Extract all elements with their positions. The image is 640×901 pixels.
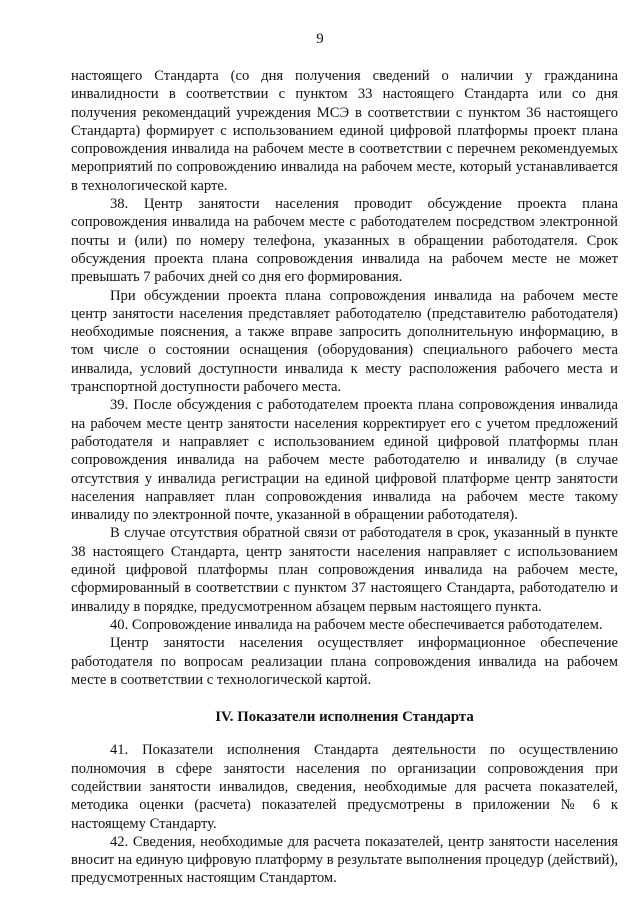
document-body: [71, 67, 618, 888]
paragraph-continuation: настоящего Стандарта (со дня получения сведений о наличии у гражданина инвалидности в соответствии с пунктом 33 настоящего Стандарта или со дня получения рекомендаций учреждения МСЭ в соответствии с пунктом 36 настоящего Стандарта) формирует с использованием единой цифровой платформы проект плана сопровождения инвалида на рабочем месте в соответствии с перечнем рекомендуемых мероприятий по сопровождению инвалида на рабочем месте, который устанавливается в технологической карте.: [71, 68, 618, 194]
paragraph-41: 41. Показатели исполнения Стандарта деятельности по осуществлению полномочия в сфере занятости населения по организации сопровождения при содействии занятости инвалидов, сведения, необходимые для расчета показателей, методика оценки (расчета) показателей предусмотрены в приложении № 6 к настоящему Стандарту.: [71, 742, 618, 832]
page-number: 9: [316, 31, 324, 47]
section-heading: IV. Показатели исполнения Стандарта: [215, 709, 474, 726]
paragraph-40-info-support: Центр занятости населения осуществляет информационное обеспечение работодателя по вопросам реализации плана сопровождения инвалида на рабочем месте в соответствии с технологической картой.: [71, 635, 618, 688]
paragraph-39: 39. После обсуждения с работодателем проекта плана сопровождения инвалида на рабочем месте центр занятости населения корректирует его с учетом предложений работодателя и направляет с использованием единой цифровой платформы план сопровождения инвалида на рабочем месте работодателю и инвалиду (в случае отсутствия у инвалида регистрации на единой цифровой платформе центр занятости населения направляет план сопровождения инвалида на рабочем месте такому инвалиду по электронной почте, указанной в обращении работодателя).: [71, 397, 618, 524]
paragraph-38: 38. Центр занятости населения проводит обсуждение проекта плана сопровождения инвалида на рабочем месте с работодателем посредством электронной почты и (или) по номеру телефона, указанных в обращении работодателя. Срок обсуждения проекта плана сопровождения инвалида на рабочем месте не может превышать 7 рабочих дней со дня его формирования.: [71, 196, 618, 286]
paragraph-39-no-feedback: В случае отсутствия обратной связи от работодателя в срок, указанный в пункте 38 настоящего Стандарта, центр занятости населения направляет с использованием единой цифровой платформы план сопровождения инвалида на рабочем месте, сформированный в соответствии с пунктом 37 настоящего Стандарта, работодателю и инвалиду в порядке, предусмотренном абзацем первым настоящего пункта.: [71, 525, 618, 615]
paragraph-40: 40. Сопровождение инвалида на рабочем месте обеспечивается работодателем.: [110, 616, 603, 633]
paragraph-42: 42. Сведения, необходимые для расчета показателей, центр занятости населения вносит на единую цифровую платформу в результате выполнения процедур (действий), предусмотренных настоящим Стандартом.: [71, 833, 618, 887]
paragraph-38-discussion: При обсуждении проекта плана сопровождения инвалида на рабочем месте центр занятости населения представляет работодателю (представителю работодателя) необходимые пояснения, а также вправе запросить дополнительную информацию, в том числе о состоянии оснащения (оборудования) специального рабочего места инвалида, условий доступности инвалида к месту расположения рабочего места и транспортной доступности рабочего места.: [71, 287, 618, 396]
